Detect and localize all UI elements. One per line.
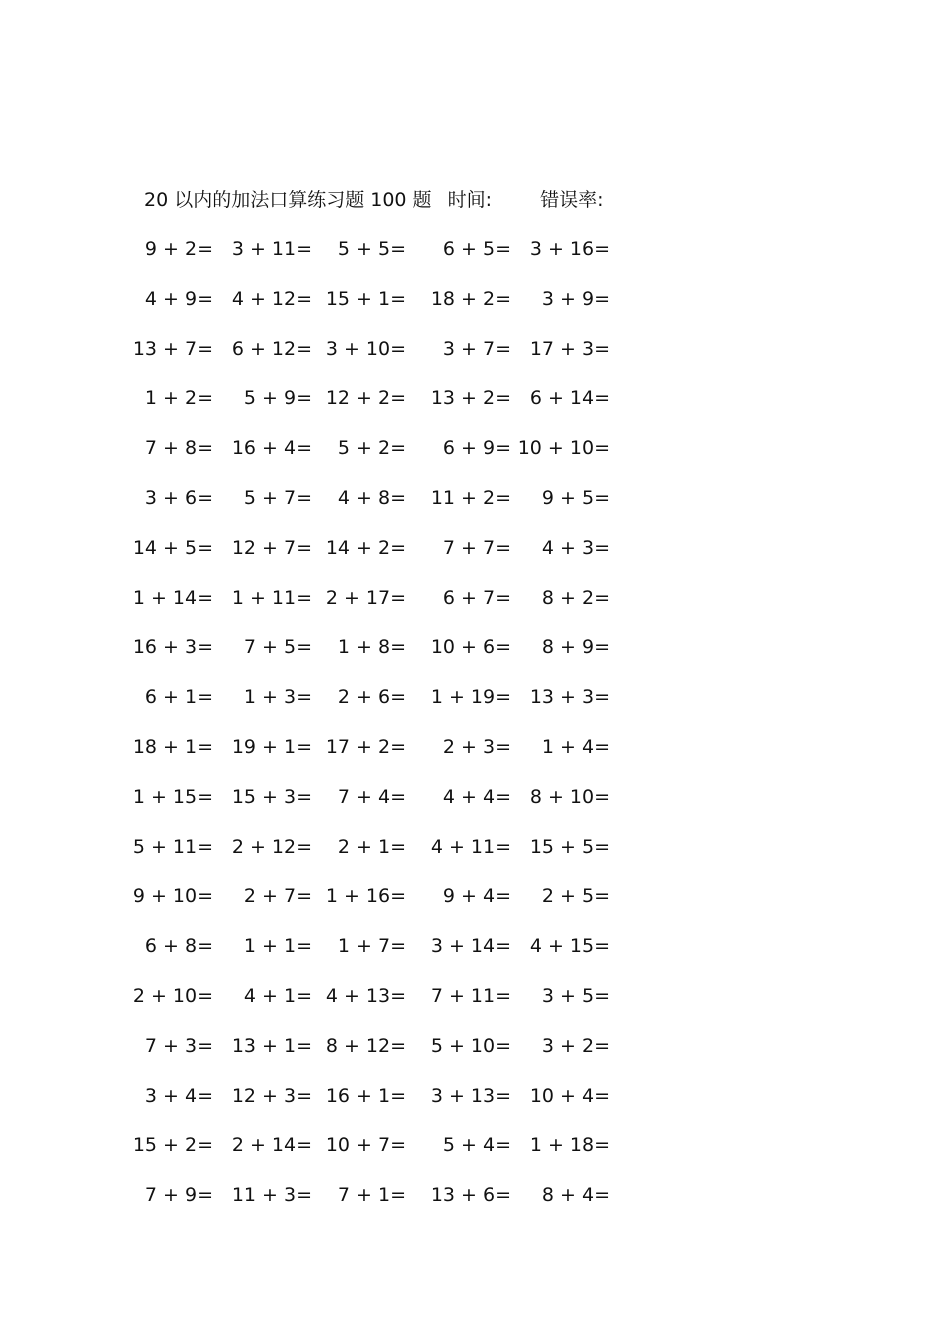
- problem-item: 7 + 3=: [144, 1035, 213, 1057]
- problem-item: 3 + 13=: [430, 1085, 511, 1107]
- problem-item: 7 + 4=: [337, 786, 406, 808]
- problem-item: 16 + 3=: [132, 636, 213, 658]
- time-label: 时间:: [447, 189, 493, 211]
- problem-item: 9 + 4=: [442, 885, 511, 907]
- problem-item: 12 + 2=: [325, 387, 406, 409]
- problem-item: 7 + 1=: [337, 1184, 406, 1206]
- problem-item: 2 + 17=: [325, 587, 406, 609]
- worksheet-heading: [144, 186, 603, 214]
- problem-item: 8 + 2=: [541, 587, 610, 609]
- problem-item: 14 + 5=: [132, 537, 213, 559]
- problem-item: 4 + 13=: [325, 985, 406, 1007]
- problem-item: 4 + 11=: [430, 836, 511, 858]
- problem-item: 8 + 10=: [529, 786, 610, 808]
- problem-item: 9 + 10=: [132, 885, 213, 907]
- problem-item: 13 + 2=: [430, 387, 511, 409]
- problem-item: 18 + 2=: [430, 288, 511, 310]
- problem-item: 3 + 16=: [529, 238, 610, 260]
- problem-item: 6 + 1=: [144, 686, 213, 708]
- problem-item: 3 + 6=: [144, 487, 213, 509]
- problem-item: 3 + 4=: [144, 1085, 213, 1107]
- problem-item: 9 + 2=: [144, 238, 213, 260]
- problem-item: 3 + 9=: [541, 288, 610, 310]
- problem-item: 8 + 9=: [541, 636, 610, 658]
- problem-item: 10 + 6=: [430, 636, 511, 658]
- problem-item: 1 + 15=: [132, 786, 213, 808]
- problem-item: 6 + 5=: [442, 238, 511, 260]
- problem-item: 17 + 2=: [325, 736, 406, 758]
- problem-item: 3 + 14=: [430, 935, 511, 957]
- problem-item: 2 + 7=: [243, 885, 312, 907]
- problem-item: 5 + 5=: [337, 238, 406, 260]
- problem-item: 3 + 5=: [541, 985, 610, 1007]
- problem-item: 9 + 5=: [541, 487, 610, 509]
- problem-item: 17 + 3=: [529, 338, 610, 360]
- problem-item: 4 + 1=: [243, 985, 312, 1007]
- problem-item: 11 + 2=: [430, 487, 511, 509]
- problem-item: 18 + 1=: [132, 736, 213, 758]
- problem-item: 6 + 9=: [442, 437, 511, 459]
- problem-item: 13 + 6=: [430, 1184, 511, 1206]
- problem-item: 3 + 2=: [541, 1035, 610, 1057]
- problem-item: 19 + 1=: [231, 736, 312, 758]
- problem-item: 8 + 4=: [541, 1184, 610, 1206]
- problem-item: 7 + 7=: [442, 537, 511, 559]
- problem-item: 11 + 3=: [231, 1184, 312, 1206]
- problem-item: 5 + 9=: [243, 387, 312, 409]
- problem-item: 2 + 1=: [337, 836, 406, 858]
- problem-item: 1 + 8=: [337, 636, 406, 658]
- problem-item: 10 + 4=: [529, 1085, 610, 1107]
- problem-item: 4 + 8=: [337, 487, 406, 509]
- problem-item: 15 + 5=: [529, 836, 610, 858]
- problem-item: 2 + 12=: [231, 836, 312, 858]
- problem-item: 5 + 10=: [430, 1035, 511, 1057]
- problem-item: 16 + 1=: [325, 1085, 406, 1107]
- problem-item: 5 + 11=: [132, 836, 213, 858]
- problem-item: 10 + 7=: [325, 1134, 406, 1156]
- problem-item: 1 + 7=: [337, 935, 406, 957]
- problem-item: 4 + 15=: [529, 935, 610, 957]
- problem-item: 1 + 19=: [430, 686, 511, 708]
- problem-item: 6 + 12=: [231, 338, 312, 360]
- problem-item: 15 + 1=: [325, 288, 406, 310]
- problem-item: 4 + 4=: [442, 786, 511, 808]
- problem-item: 5 + 4=: [442, 1134, 511, 1156]
- problem-item: 4 + 3=: [541, 537, 610, 559]
- problem-item: 12 + 7=: [231, 537, 312, 559]
- problem-item: 7 + 8=: [144, 437, 213, 459]
- error-rate-label: 错误率:: [540, 189, 604, 211]
- problem-item: 2 + 3=: [442, 736, 511, 758]
- problem-item: 6 + 7=: [442, 587, 511, 609]
- problem-item: 6 + 8=: [144, 935, 213, 957]
- problem-item: 4 + 12=: [231, 288, 312, 310]
- problem-item: 2 + 6=: [337, 686, 406, 708]
- problem-item: 16 + 4=: [231, 437, 312, 459]
- problem-item: 10 + 10=: [517, 437, 610, 459]
- problem-item: 3 + 10=: [325, 338, 406, 360]
- problem-item: 5 + 2=: [337, 437, 406, 459]
- problem-item: 15 + 2=: [132, 1134, 213, 1156]
- problem-item: 1 + 1=: [243, 935, 312, 957]
- problem-item: 2 + 10=: [132, 985, 213, 1007]
- problem-item: 7 + 9=: [144, 1184, 213, 1206]
- problem-item: 13 + 1=: [231, 1035, 312, 1057]
- problem-item: 1 + 4=: [541, 736, 610, 758]
- problem-item: 12 + 3=: [231, 1085, 312, 1107]
- problem-item: 14 + 2=: [325, 537, 406, 559]
- problem-item: 7 + 5=: [243, 636, 312, 658]
- problem-item: 6 + 14=: [529, 387, 610, 409]
- problem-item: 4 + 9=: [144, 288, 213, 310]
- problem-item: 7 + 11=: [430, 985, 511, 1007]
- problem-item: 1 + 11=: [231, 587, 312, 609]
- problem-item: 3 + 7=: [442, 338, 511, 360]
- problem-item: 1 + 18=: [529, 1134, 610, 1156]
- problem-item: 1 + 14=: [132, 587, 213, 609]
- problem-item: 13 + 3=: [529, 686, 610, 708]
- problem-item: 5 + 7=: [243, 487, 312, 509]
- problem-item: 2 + 14=: [231, 1134, 312, 1156]
- problem-item: 8 + 12=: [325, 1035, 406, 1057]
- worksheet-title: 20 以内的加法口算练习题 100 题: [144, 189, 432, 211]
- problem-item: 15 + 3=: [231, 786, 312, 808]
- problem-item: 13 + 7=: [132, 338, 213, 360]
- problem-item: 1 + 3=: [243, 686, 312, 708]
- problem-item: 1 + 16=: [325, 885, 406, 907]
- problem-item: 1 + 2=: [144, 387, 213, 409]
- problem-item: 2 + 5=: [541, 885, 610, 907]
- problem-item: 3 + 11=: [231, 238, 312, 260]
